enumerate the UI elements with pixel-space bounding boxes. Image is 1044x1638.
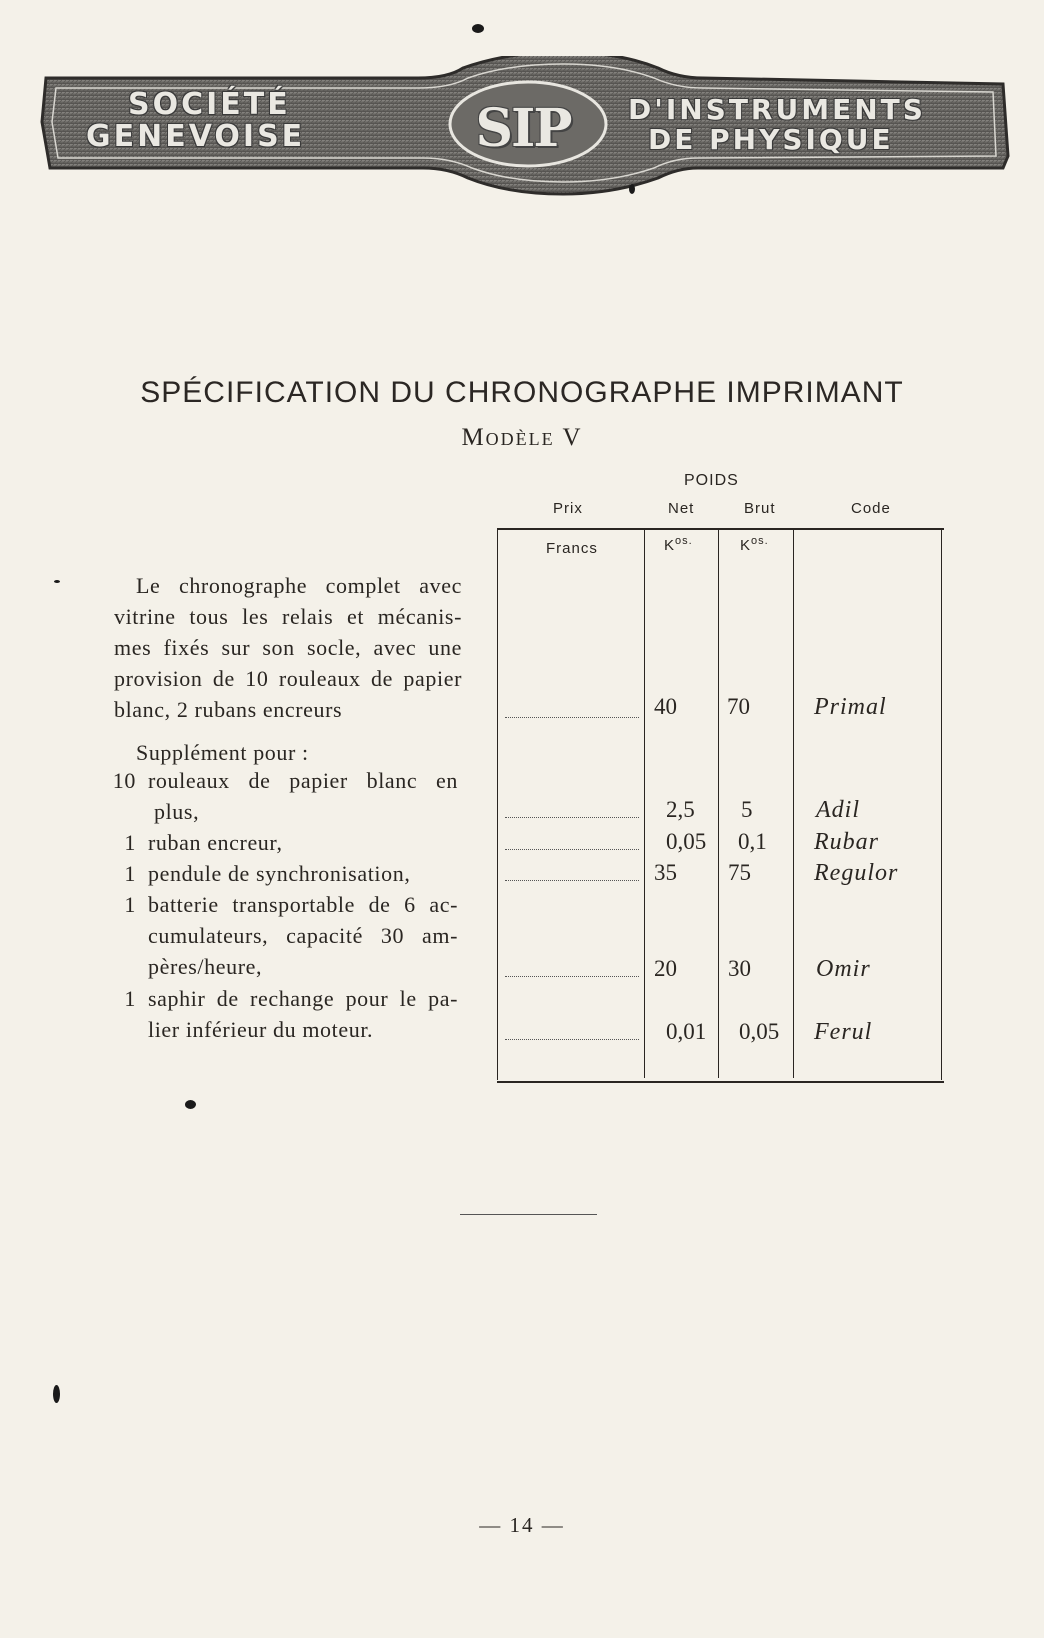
column-divider-net-brut	[718, 530, 719, 1078]
supplement-heading: Supplément pour :	[136, 740, 309, 765]
paper-speck	[53, 1385, 60, 1403]
leader-dots	[505, 817, 639, 818]
supplement-code: Regulor	[814, 860, 899, 886]
sip-logo: SIP	[475, 98, 571, 159]
leader-dots	[505, 1039, 639, 1040]
supplement-code: Adil	[816, 797, 860, 823]
main-brut: 70	[727, 694, 750, 719]
column-divider-brut-code	[793, 530, 794, 1078]
supplement-net: 20	[654, 956, 677, 981]
leader-dots	[505, 849, 639, 850]
banner-genevoise: GENEVOISE	[86, 119, 306, 154]
document-page: SOCIÉTÉ GENEVOISE SIP D'INSTRUMENTS DE PHYSIQUE SPÉCIFICATION DU CHRONOGRAPHE IMPRIMANT Modèle V POIDS Prix Net Brut Code Francs $K^{os.}$ $K^{os.}$ Le chronographe complet avec vitrine tous les relais et mécanis- mes fixés sur son socle, avec une provision de 10 rouleaux de papier blanc, 2 rubans encreurs 40 70 Primal Supplément pour : 10 rouleaux de papier blanc en plus, 2,5 5 Adil 1 ruban encreur, 0,05 0,1 Rubar 1 pendule de synchronisation, 35 75 Regulor 1 batterie transportable de 6 ac- cumulateurs, capacité 30 am- pères/heure, 20 30 Omir 1 saphir de rechange pour le pa- lier inférieur du moteur. 0,01 0,05 Ferul — 14 —	[0, 0, 1044, 1638]
main-item-description: Le chronographe complet avec vitrine tous les relais et mécanis- mes fixés sur son socle, avec une provision de 10 rouleaux de papier blanc, 2 rubans encreurs	[114, 573, 462, 722]
paper-speck	[629, 184, 635, 194]
header-net: Net	[668, 500, 695, 517]
banner-physique: DE PHYSIQUE	[648, 123, 894, 156]
page-title: SPÉCIFICATION DU CHRONOGRAPHE IMPRIMANT	[140, 376, 904, 409]
unit-brut-kos: $K^{os.}$	[740, 535, 769, 554]
paper-speck	[185, 1100, 196, 1109]
supplement-net: 0,01	[666, 1019, 707, 1044]
supplement-net: 35	[654, 860, 677, 885]
supplement-brut: 30	[728, 956, 751, 981]
column-divider-prix-net	[644, 530, 645, 1078]
supplement-code: Rubar	[814, 829, 879, 855]
page-subtitle: Modèle V	[461, 424, 583, 451]
banner-instruments: D'INSTRUMENTS	[628, 93, 926, 126]
supplement-net: 2,5	[666, 797, 695, 822]
main-net: 40	[654, 694, 677, 719]
unit-net-kos: $K^{os.}$	[664, 535, 693, 554]
supplement-brut: 75	[728, 860, 751, 885]
paper-speck	[54, 580, 60, 583]
supplement-brut: 0,1	[738, 829, 767, 854]
main-code: Primal	[814, 694, 887, 720]
letterhead-banner	[38, 56, 1013, 196]
unit-francs: Francs	[546, 540, 598, 557]
supplement-brut: 5	[741, 797, 753, 822]
header-code: Code	[851, 500, 891, 517]
supplement-brut: 0,05	[739, 1019, 780, 1044]
divider-rule	[460, 1214, 597, 1215]
header-poids: POIDS	[684, 472, 739, 489]
paper-speck	[472, 24, 484, 33]
page-number: — 14 —	[479, 1513, 565, 1537]
leader-dots	[505, 880, 639, 881]
leader-dots	[505, 717, 639, 718]
header-brut: Brut	[744, 500, 776, 517]
banner-societe: SOCIÉTÉ	[128, 87, 291, 122]
header-prix: Prix	[553, 500, 583, 517]
leader-dots	[505, 976, 639, 977]
table-frame	[497, 528, 944, 1083]
table-left-border	[497, 530, 498, 1080]
supplement-net: 0,05	[666, 829, 707, 854]
supplement-code: Omir	[816, 956, 871, 982]
table-right-border	[941, 530, 942, 1080]
supplement-code: Ferul	[814, 1019, 873, 1045]
